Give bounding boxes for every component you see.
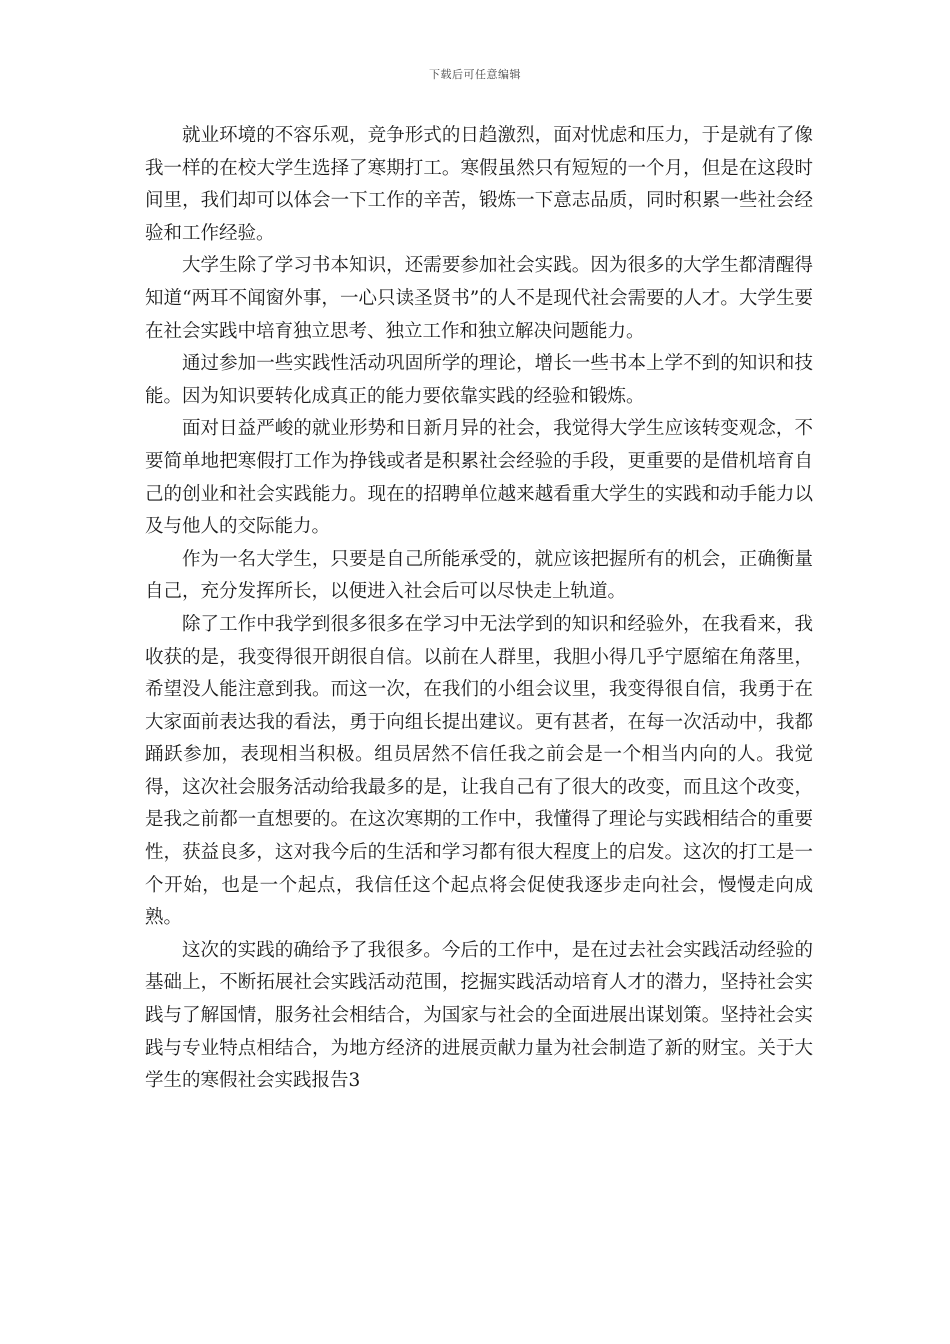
paragraph: 通过参加一些实践性活动巩固所学的理论，增长一些书本上学不到的知识和技能。因为知识要转化成真正的能力要依靠实践的经验和锻炼。 bbox=[145, 353, 813, 407]
paragraph: 这次的实践的确给予了我很多。今后的工作中，是在过去社会实践活动经验的基础上，不断拓展社会实践活动范围，挖掘实践活动培育人才的潜力，坚持社会实践与了解国情，服务社会相结合，为国家与社会的全面进展出谋划策。坚持社会实践与专业特点相结合，为地方经济的进展贡献力量为社会制造了新的财宝。关于大学生的寒假社会实践报告3 bbox=[145, 939, 813, 1092]
paragraph: 除了工作中我学到很多很多在学习中无法学到的知识和经验外，在我看来，我收获的是，我变得很开朗很自信。以前在人群里，我胆小得几乎宁愿缩在角落里，希望没人能注意到我。而这一次，在我们的小组会议里，我变得很自信，我勇于在大家面前表达我的看法，勇于向组长提出建议。更有甚者，在每一次活动中，我都踊跃参加，表现相当积极。组员居然不信任我之前会是一个相当内向的人。我觉得，这次社会服务活动给我最多的是，让我自己有了很大的改变，而且这个改变，是我之前都一直想要的。在这次寒期的工作中，我懂得了理论与实践相结合的重要性，获益良多，这对我今后的生活和学习都有很大程度上的启发。这次的打工是一个开始，也是一个起点，我信任这个起点将会促使我逐步走向社会，慢慢走向成熟。 bbox=[145, 613, 813, 929]
paragraph: 大学生除了学习书本知识，还需要参加社会实践。因为很多的大学生都清醒得知道“两耳不闻窗外事，一心只读圣贤书”的人不是现代社会需要的人才。大学生要在社会实践中培育独立思考、独立工作和独立解决问题能力。 bbox=[145, 255, 813, 342]
paragraph: 作为一名大学生，只要是自己所能承受的，就应该把握所有的机会，正确衡量自己，充分发挥所长，以便进入社会后可以尽快走上轨道。 bbox=[145, 548, 813, 603]
header-note: 下载后可任意编辑 bbox=[429, 68, 521, 81]
paragraph: 面对日益严峻的就业形势和日新月异的社会，我觉得大学生应该转变观念，不要简单地把寒假打工作为挣钱或者是积累社会经验的手段，更重要的是借机培育自己的创业和社会实践能力。现在的招聘单位越来越看重大学生的实践和动手能力以及与他人的交际能力。 bbox=[145, 418, 813, 538]
paragraph: 就业环境的不容乐观，竞争形式的日趋激烈，面对忧虑和压力，于是就有了像我一样的在校大学生选择了寒期打工。寒假虽然只有短短的一个月，但是在这段时间里，我们却可以体会一下工作的辛苦，锻炼一下意志品质，同时积累一些社会经验和工作经验。 bbox=[145, 125, 813, 244]
document-body bbox=[145, 120, 813, 1098]
